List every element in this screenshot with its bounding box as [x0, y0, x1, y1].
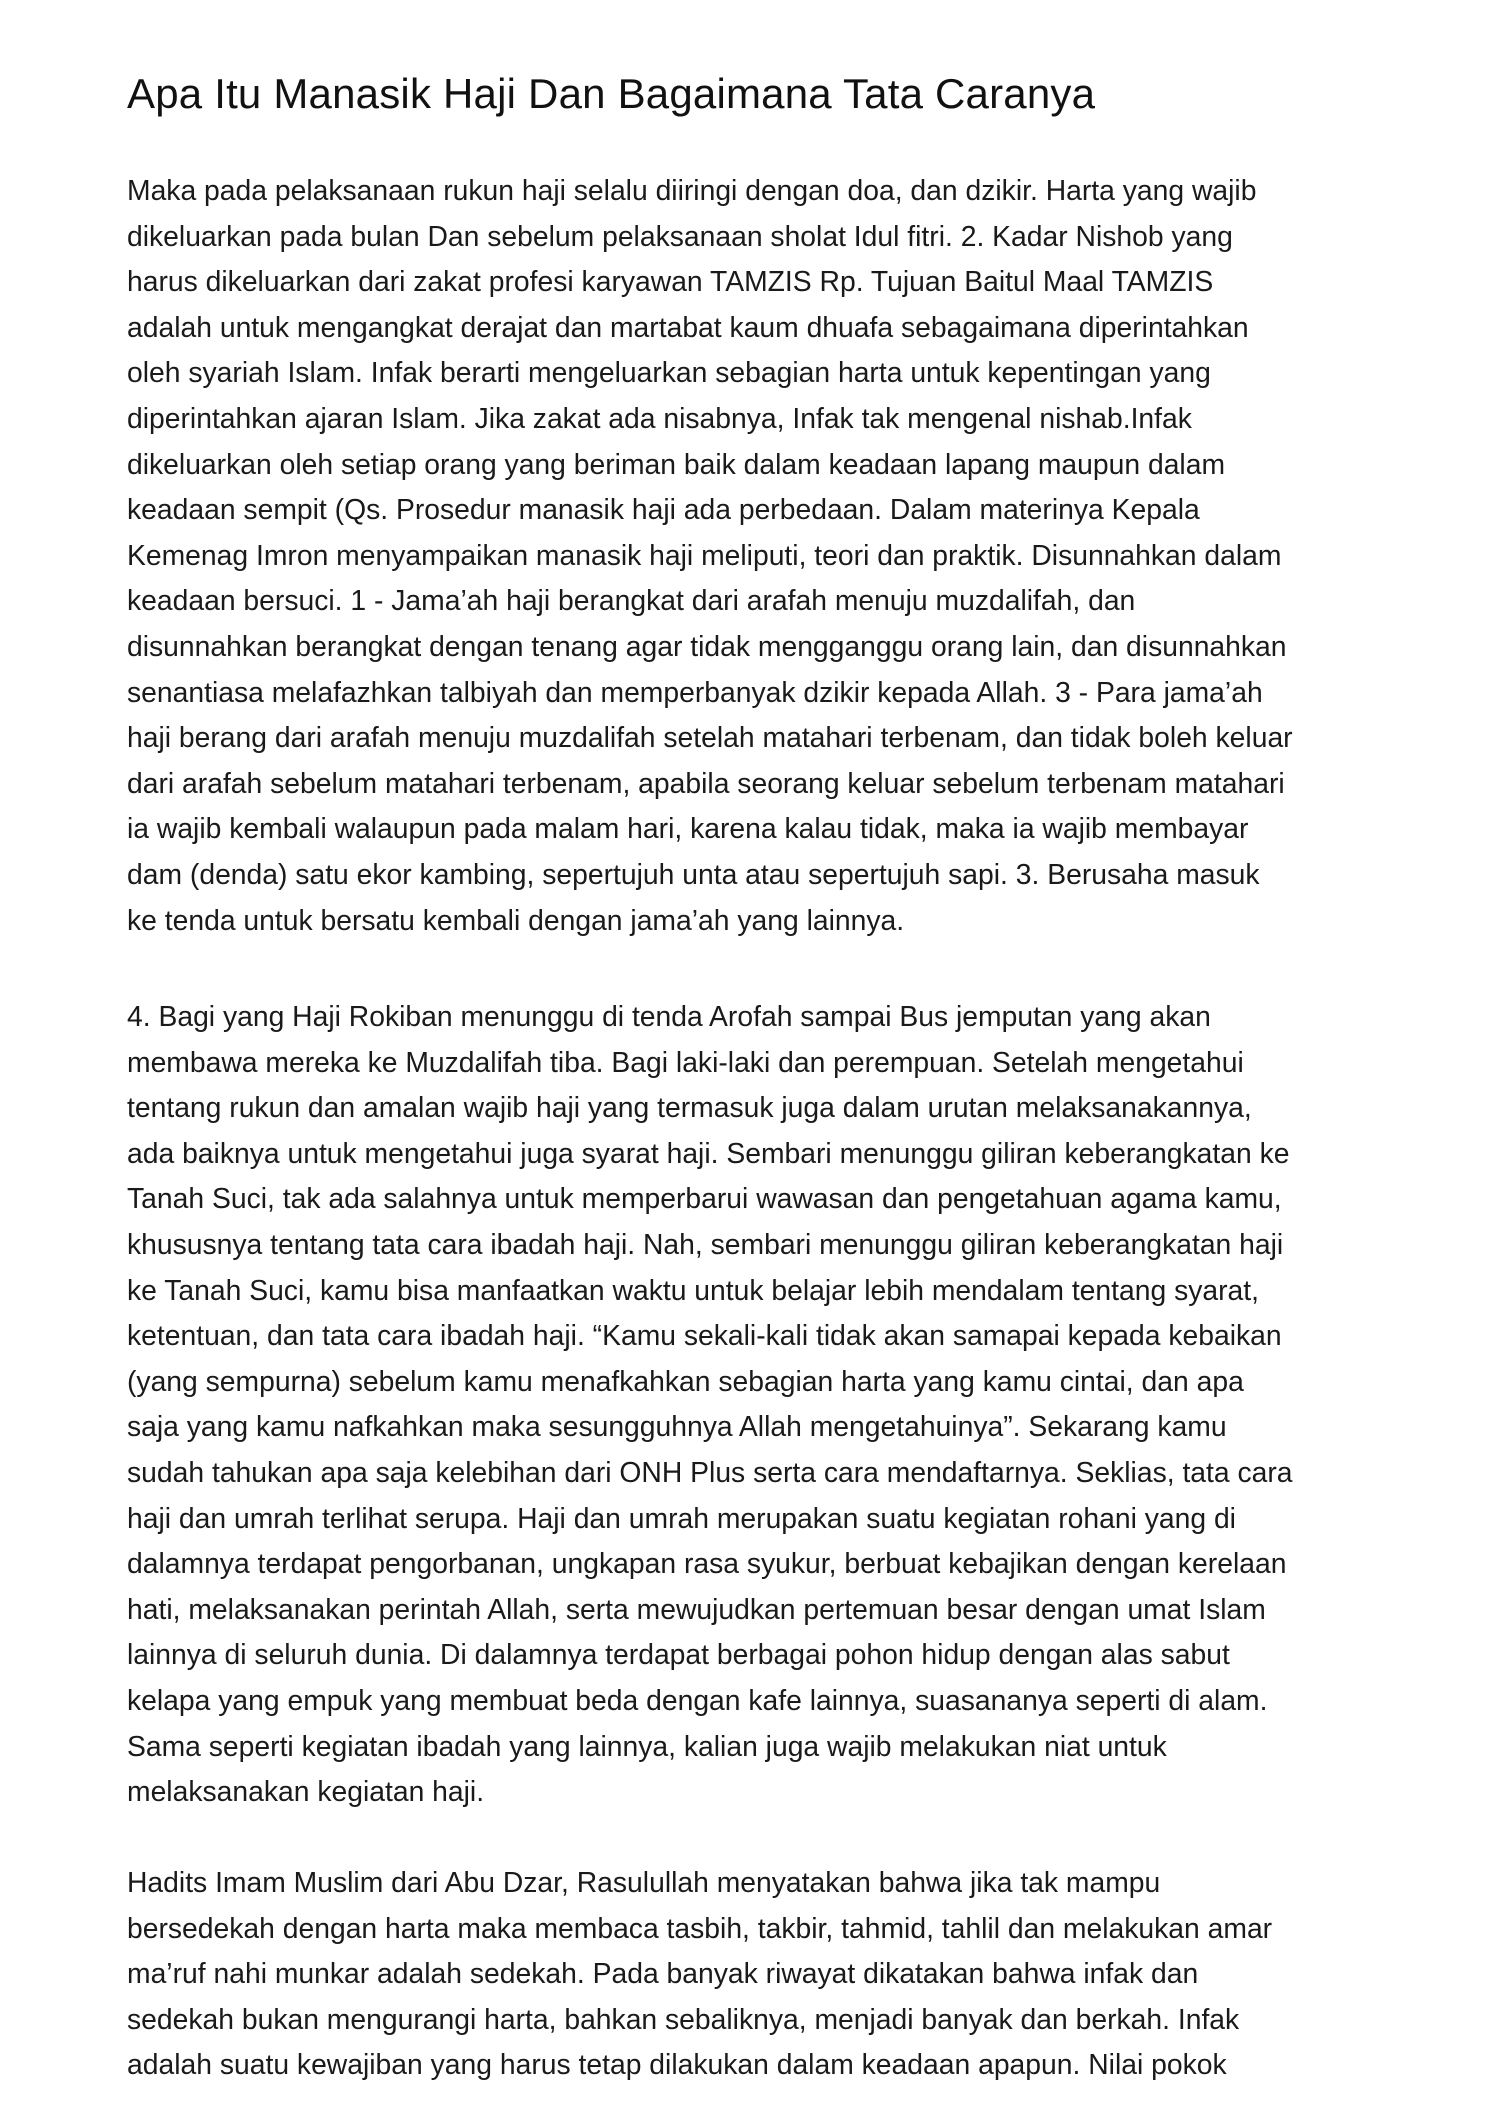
- text-line: ma’ruf nahi munkar adalah sedekah. Pada banyak riwayat dikatakan bahwa infak dan: [127, 1957, 1199, 1990]
- text-line: (yang sempurna) sebelum kamu menafkahkan sebagian harta yang kamu cintai, dan apa: [127, 1364, 1244, 1397]
- text-line: ia wajib kembali walaupun pada malam hari, karena kalau tidak, maka ia wajib membayar: [127, 812, 1249, 845]
- text-line: dalamnya terdapat pengorbanan, ungkapan rasa syukur, berbuat kebajikan dengan kerelaan: [127, 1547, 1287, 1580]
- text-line: adalah suatu kewajiban yang harus tetap dilakukan dalam keadaan apapun. Nilai pokok: [127, 2048, 1227, 2081]
- text-line: sedekah bukan mengurangi harta, bahkan sebaliknya, menjadi banyak dan berkah. Infak: [127, 2002, 1240, 2035]
- text-line: hati, melaksanakan perintah Allah, serta mewujudkan pertemuan besar dengan umat Islam: [127, 1592, 1266, 1625]
- text-line: sudah tahukan apa saja kelebihan dari ONH Plus serta cara mendaftarnya. Seklias, tata cara: [127, 1455, 1293, 1488]
- text-line: Hadits Imam Muslim dari Abu Dzar, Rasulullah menyatakan bahwa jika tak mampu: [127, 1866, 1161, 1898]
- paragraph-2: [127, 994, 1293, 1815]
- text-line: kelapa yang empuk yang membuat beda dengan kafe lainnya, suasananya seperti di alam.: [127, 1683, 1268, 1716]
- document-page: [127, 62, 1392, 2081]
- text-line: keadaan bersuci. 1 - Jama’ah haji berangkat dari arafah menuju muzdalifah, dan: [127, 584, 1136, 617]
- page-title: Apa Itu Manasik Haji Dan Bagaimana Tata Caranya: [127, 70, 1096, 117]
- text-line: haji dan umrah terlihat serupa. Haji dan umrah merupakan suatu kegiatan rohani yang di: [127, 1501, 1236, 1534]
- text-line: 4. Bagi yang Haji Rokiban menunggu di tenda Arofah sampai Bus jemputan yang akan: [127, 1000, 1211, 1032]
- text-line: Kemenag Imron menyampaikan manasik haji meliputi, teori dan praktik. Disunnahkan dalam: [127, 538, 1282, 571]
- text-line: Sama seperti kegiatan ibadah yang lainnya, kalian juga wajib melakukan niat untuk: [127, 1729, 1167, 1762]
- text-line: harus dikeluarkan dari zakat profesi karyawan TAMZIS Rp. Tujuan Baitul Maal TAMZIS: [127, 265, 1214, 298]
- paragraph-1: [127, 168, 1293, 943]
- text-line: Tanah Suci, tak ada salahnya untuk memperbarui wawasan dan pengetahuan agama kamu,: [127, 1182, 1282, 1215]
- text-line: ke Tanah Suci, kamu bisa manfaatkan waktu untuk belajar lebih mendalam tentang syarat,: [127, 1273, 1260, 1306]
- text-line: dikeluarkan pada bulan Dan sebelum pelaksanaan sholat Idul fitri. 2. Kadar Nishob yang: [127, 219, 1233, 252]
- text-line: haji berang dari arafah menuju muzdalifah setelah matahari terbenam, dan tidak boleh keluar: [127, 721, 1293, 754]
- text-line: dam (denda) satu ekor kambing, sepertujuh unta atau sepertujuh sapi. 3. Berusaha masuk: [127, 857, 1260, 890]
- text-line: disunnahkan berangkat dengan tenang agar tidak mengganggu orang lain, dan disunnahkan: [127, 629, 1287, 662]
- text-line: khususnya tentang tata cara ibadah haji. Nah, sembari menunggu giliran keberangkatan haji: [127, 1227, 1284, 1260]
- paragraph-3: [127, 1860, 1272, 2088]
- text-line: ketentuan, dan tata cara ibadah haji. “Kamu sekali-kali tidak akan samapai kepada kebaikan: [127, 1319, 1282, 1352]
- text-line: keadaan sempit (Qs. Prosedur manasik haji ada perbedaan. Dalam materinya Kepala: [127, 493, 1200, 526]
- text-line: melaksanakan kegiatan haji.: [127, 1775, 485, 1808]
- text-line: adalah untuk mengangkat derajat dan martabat kaum dhuafa sebagaimana diperintahkan: [127, 310, 1249, 343]
- text-line: tentang rukun dan amalan wajib haji yang termasuk juga dalam urutan melaksanakannya,: [127, 1091, 1252, 1124]
- text-line: ada baiknya untuk mengetahui juga syarat haji. Sembari menunggu giliran keberangkatan ke: [127, 1136, 1290, 1169]
- text-line: saja yang kamu nafkahkan maka sesungguhnya Allah mengetahuinya”. Sekarang kamu: [127, 1410, 1227, 1443]
- text-line: Maka pada pelaksanaan rukun haji selalu diiringi dengan doa, dan dzikir. Harta yang wajib: [127, 174, 1257, 206]
- text-line: dari arafah sebelum matahari terbenam, apabila seorang keluar sebelum terbenam matahari: [127, 766, 1285, 799]
- text-line: bersedekah dengan harta maka membaca tasbih, takbir, tahmid, tahlil dan melakukan amar: [127, 1911, 1273, 1944]
- text-line: dikeluarkan oleh setiap orang yang beriman baik dalam keadaan lapang maupun dalam: [127, 447, 1226, 480]
- text-line: diperintahkan ajaran Islam. Jika zakat ada nisabnya, Infak tak mengenal nishab.Infak: [127, 401, 1192, 434]
- text-line: senantiasa melafazhkan talbiyah dan memperbanyak dzikir kepada Allah. 3 - Para jama’ah: [127, 675, 1263, 708]
- text-line: lainnya di seluruh dunia. Di dalamnya terdapat berbagai pohon hidup dengan alas sabut: [127, 1638, 1230, 1671]
- text-line: ke tenda untuk bersatu kembali dengan jama’ah yang lainnya.: [127, 903, 905, 936]
- text-line: oleh syariah Islam. Infak berarti mengeluarkan sebagian harta untuk kepentingan yang: [127, 356, 1211, 389]
- text-line: membawa mereka ke Muzdalifah tiba. Bagi laki-laki dan perempuan. Setelah mengetahui: [127, 1045, 1244, 1078]
